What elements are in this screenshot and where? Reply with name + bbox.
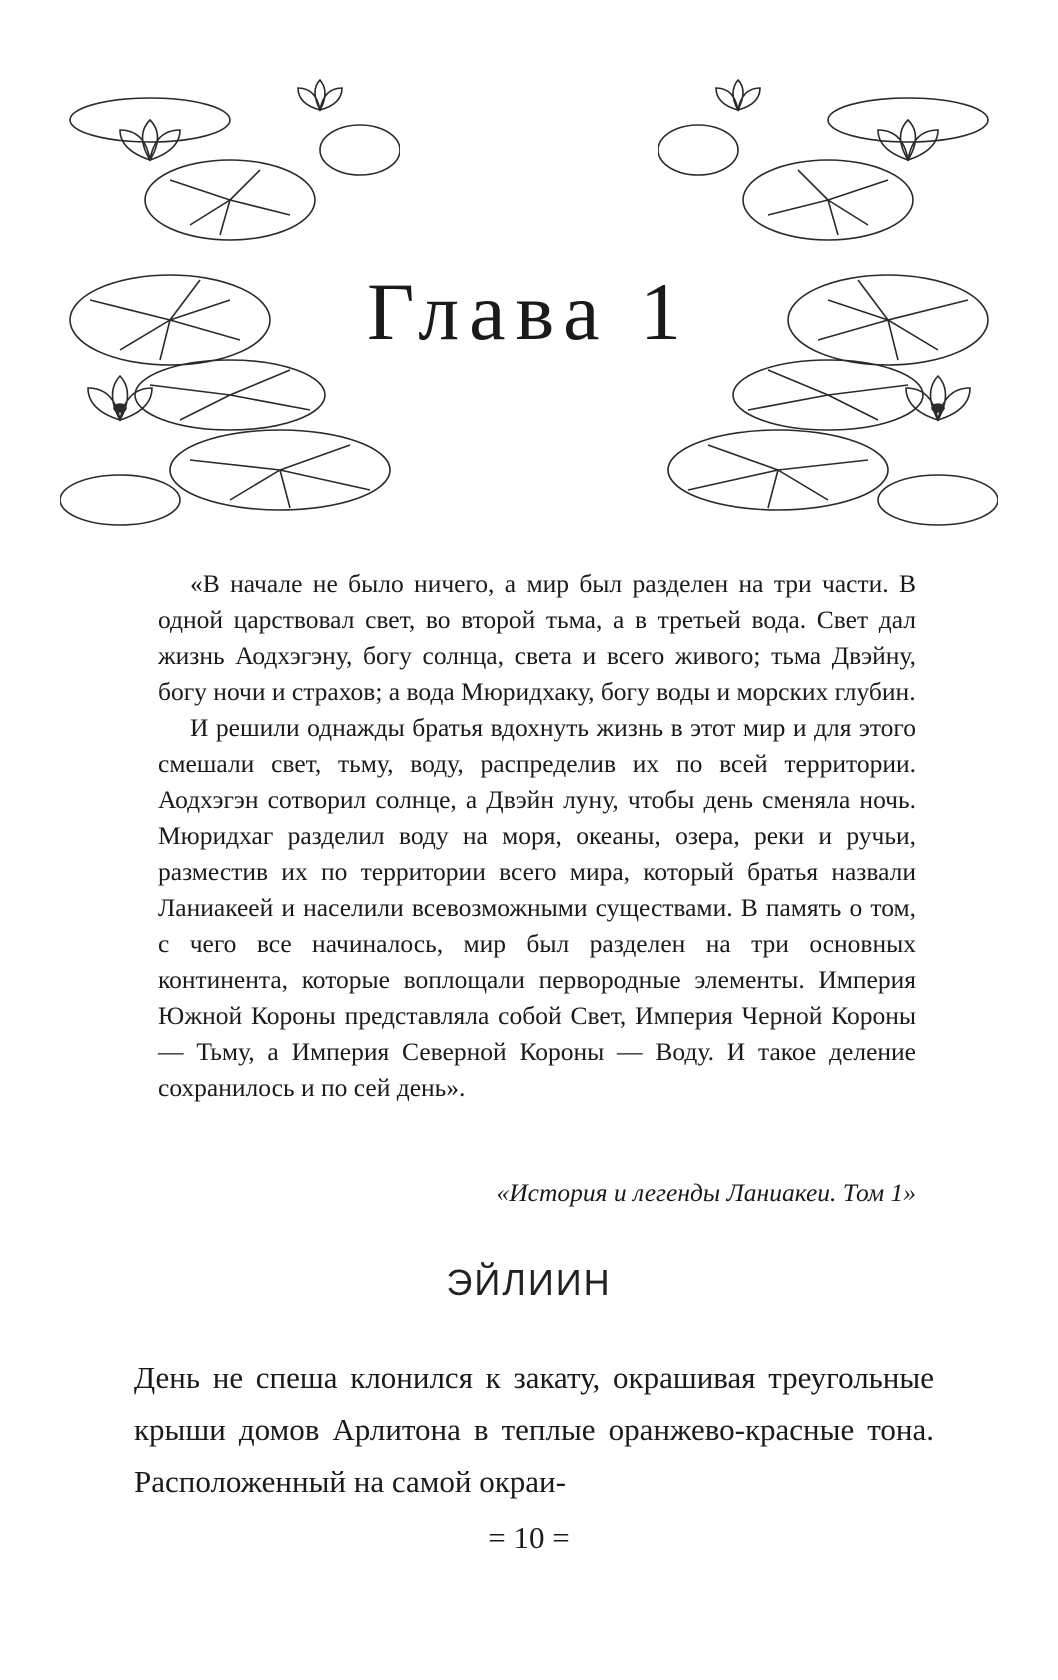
epigraph-source: «История и легенды Ланиакеи. Том 1»	[496, 1178, 916, 1207]
epigraph-paragraph: «В начале не было ничего, а мир был разделен на три части. В одной царствовал свет, во второй тьма, а в третьей вода. Свет дал жизнь Аодхэгэну, богу солнца, света и всего живого; тьма Двэйну, богу ночи и страхов; а вода Мюридхаку, богу воды и морских глубин.	[158, 569, 916, 706]
section-heading: ЭЙЛИИН	[446, 1262, 612, 1303]
epigraph	[158, 566, 916, 1106]
epigraph-paragraph: И решили однажды братья вдохнуть жизнь в этот мир и для этого смешали свет, тьму, воду, распределив их по всей территории. Аодхэгэн сотворил солнце, а Двэйн луну, чтобы день сменяла ночь. Мюридхаг разделил воду на моря, океаны, озера, реки и ручьи, разместив их по территории всего мира, который братья назвали Ланиакеей и населили всевозможными существами. В память о том, с чего все начиналось, мир был разделен на три основных континента, которые воплощали первородные элементы. Империя Южной Короны представляла собой Свет, Империя Черной Короны — Тьму, а Империя Северной Короны — Воду. И такое деление сохранилось и по сей день».	[158, 713, 916, 1102]
body-paragraph: День не спеша клонился к закату, окрашивая треугольные крыши домов Арлитона в теплые оранжево-красные тона. Расположенный на самой окраи-	[134, 1360, 934, 1499]
chapter-title: Глава 1	[366, 266, 692, 357]
body-text	[134, 1352, 934, 1508]
page-number: = 10 =	[488, 1520, 570, 1555]
